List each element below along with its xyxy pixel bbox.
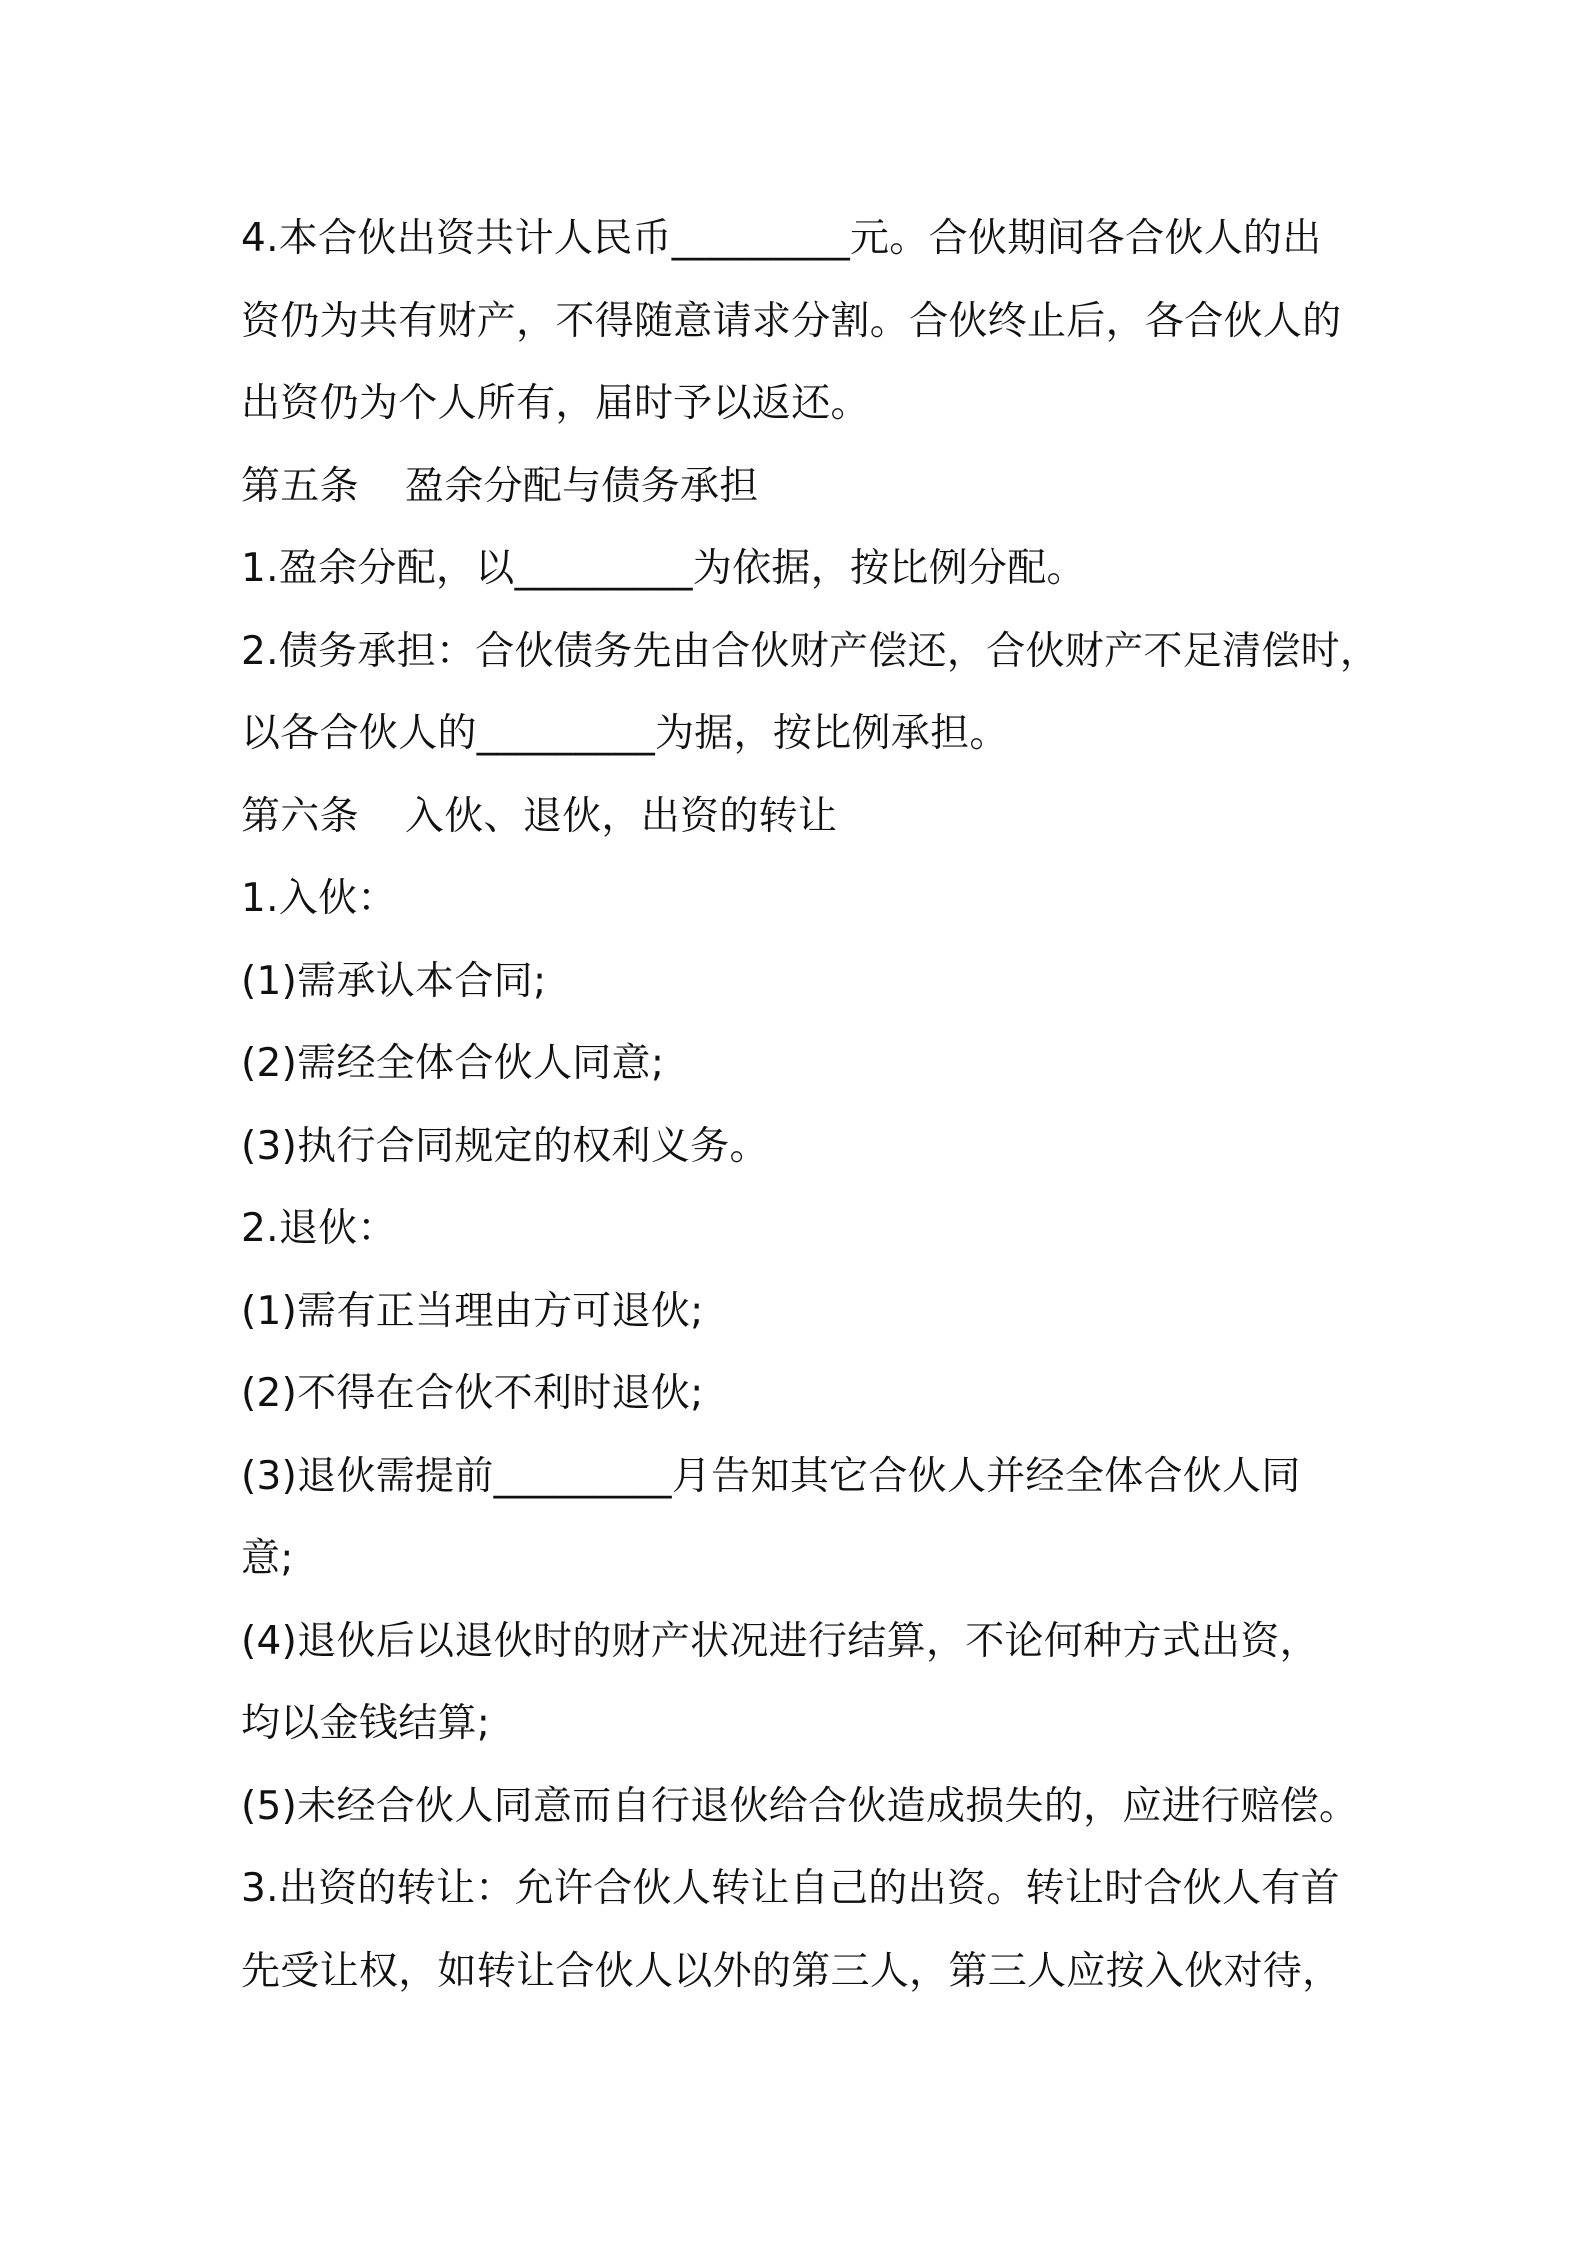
article-number: 第五条 <box>241 463 359 509</box>
body-line: 先受让权，如转让合伙人以外的第三人，第三人应按入伙对待， <box>241 1948 1342 1994</box>
body-line: (2)不得在合伙不利时退伙; <box>241 1371 704 1416</box>
body-line: (3)退伙需提前_________月告知其它合伙人并经全体合伙人同 <box>241 1453 1301 1499</box>
body-line: 以各合伙人的_________为据，按比例承担。 <box>241 711 1009 756</box>
body-line: 意; <box>241 1536 294 1581</box>
body-line: (4)退伙后以退伙时的财产状况进行结算，不论何种方式出资， <box>241 1618 1319 1664</box>
body-line: 3.出资的转让：允许合伙人转让自己的出资。转让时合伙人有首 <box>241 1866 1340 1911</box>
body-line: 1.盈余分配，以_________为依据，按比例分配。 <box>241 546 1086 591</box>
article-number: 第六条 <box>241 793 359 839</box>
body-line: (2)需经全体合伙人同意; <box>241 1041 665 1086</box>
body-line: 2.债务承担：合伙债务先由合伙财产偿还，合伙财产不足清偿时， <box>241 628 1380 674</box>
body-line: (3)执行合同规定的权利义务。 <box>241 1123 769 1169</box>
article-title: 盈余分配与债务承担 <box>404 463 759 509</box>
body-line: 出资仍为个人所有，届时予以返还。 <box>241 381 870 426</box>
body-line: 1.入伙： <box>241 876 397 921</box>
article-heading-6 <box>241 776 1365 859</box>
body-line: 2.退伙： <box>241 1206 397 1251</box>
article-title: 入伙、退伙，出资的转让 <box>404 793 838 839</box>
body-line: 均以金钱结算; <box>241 1701 491 1746</box>
body-line: (1)需承认本合同; <box>241 958 547 1004</box>
body-line: (1)需有正当理由方可退伙; <box>241 1288 704 1334</box>
document-body <box>241 198 1380 2013</box>
body-line: (5)未经合伙人同意而自行退伙给合伙造成损失的，应进行赔偿。 <box>241 1783 1359 1829</box>
body-line: 资仍为共有财产，不得随意请求分割。合伙终止后，各合伙人的 <box>241 298 1342 344</box>
body-line: 4.本合伙出资共计人民币_________元。合伙期间各合伙人的出 <box>241 216 1322 261</box>
article-heading-5 <box>241 446 1365 529</box>
